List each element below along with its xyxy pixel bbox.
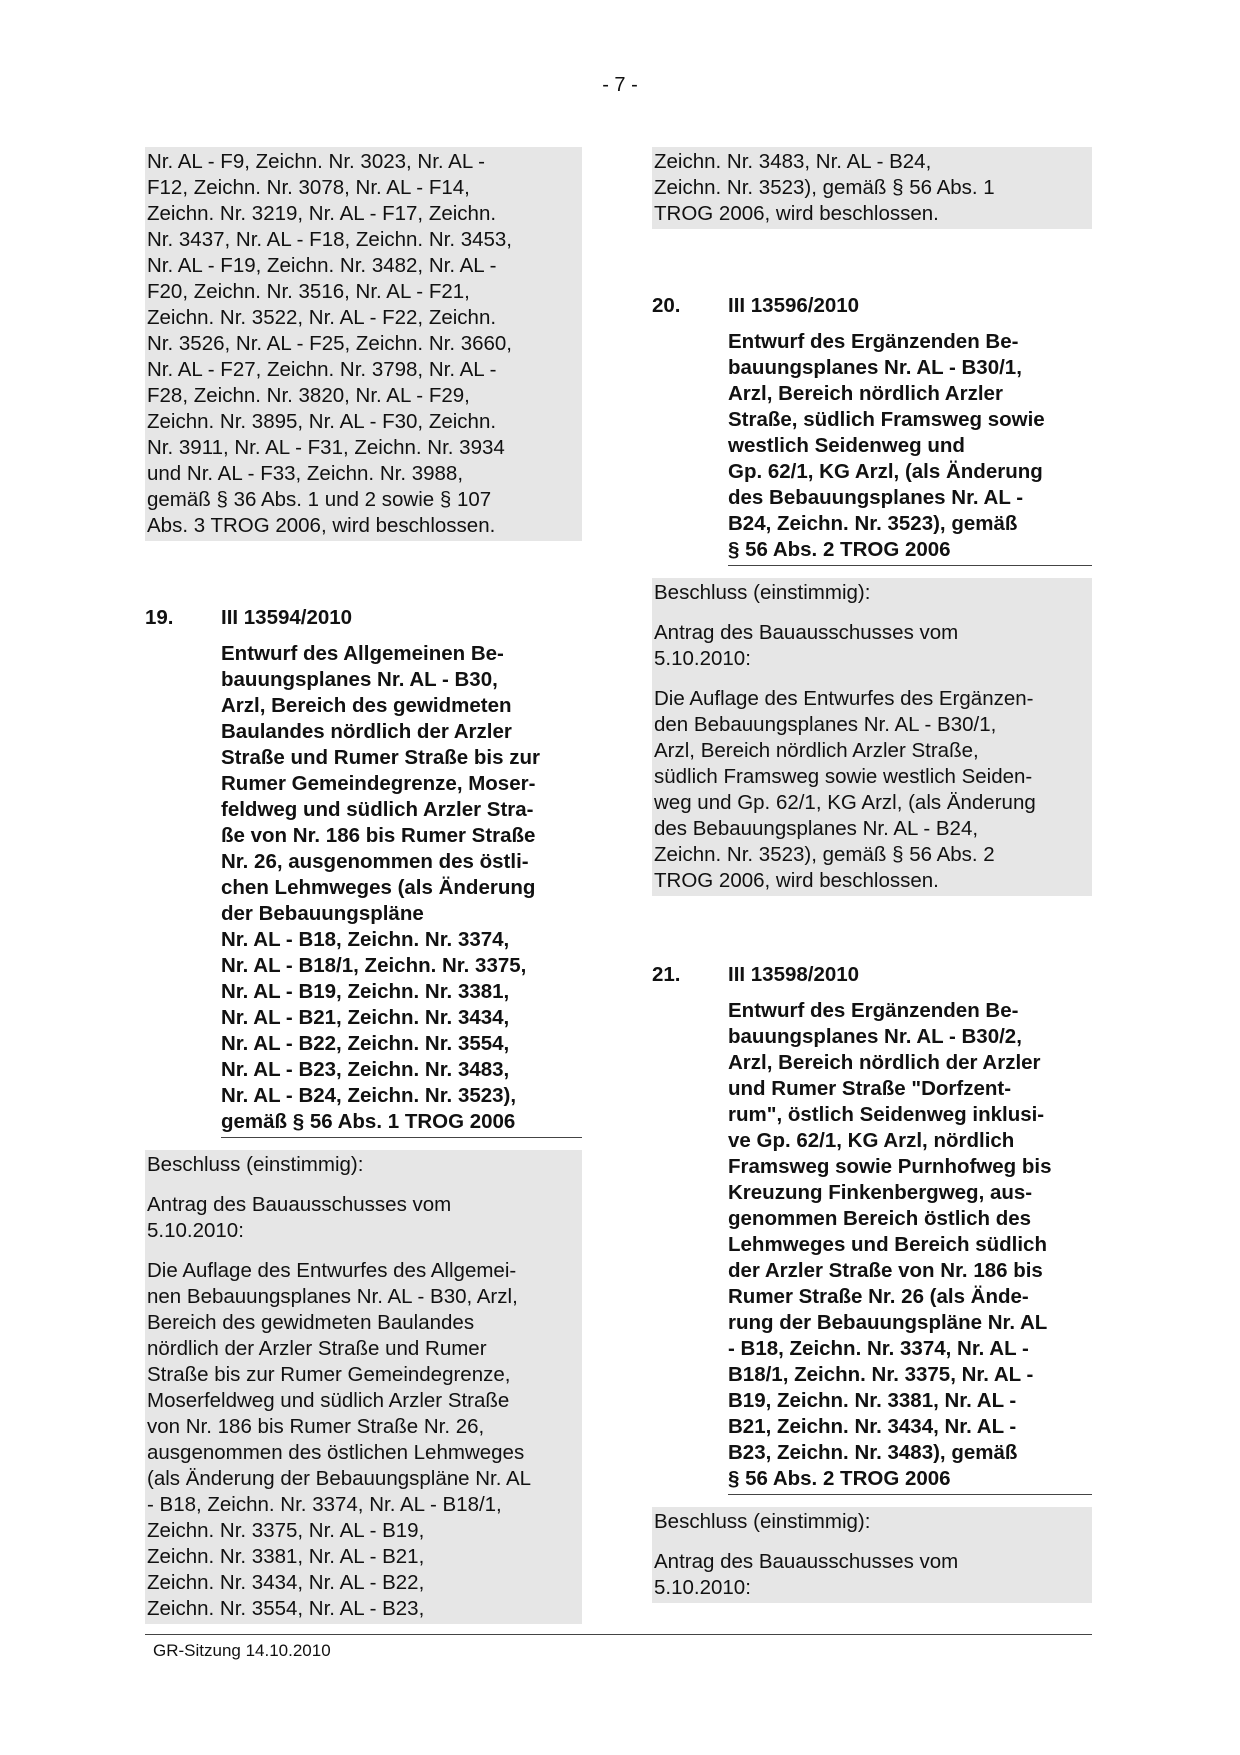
text-line: ße von Nr. 186 bis Rumer Straße <box>221 824 536 847</box>
page-number: - 7 - <box>602 74 638 96</box>
text-line: Zeichn. Nr. 3483, Nr. AL - B24, <box>654 150 932 173</box>
footer-divider <box>145 1634 1092 1635</box>
text-line: Zeichn. Nr. 3522, Nr. AL - F22, Zeichn. <box>147 306 497 329</box>
text-line: Arzl, Bereich nördlich Arzler <box>728 382 1003 405</box>
text-line: Entwurf des Ergänzenden Be- <box>728 999 1019 1022</box>
text-line: § 56 Abs. 2 TROG 2006 <box>728 1467 951 1490</box>
text-line: Nr. 26, ausgenommen des östli- <box>221 850 529 873</box>
motion-label <box>652 618 1092 674</box>
text-line: Nr. AL - F27, Zeichn. Nr. 3798, Nr. AL - <box>147 358 497 381</box>
text-line: Die Auflage des Entwurfes des Allgemei- <box>147 1259 517 1282</box>
text-line: Nr. 3911, Nr. AL - F31, Zeichn. Nr. 3934 <box>147 436 505 459</box>
agenda-item-title <box>221 631 582 1138</box>
text-line: Arzl, Bereich des gewidmeten <box>221 694 512 717</box>
text-line: Antrag des Bauausschusses vom <box>654 621 959 644</box>
agenda-item-number: 20. <box>652 294 681 317</box>
text-line: bauungsplanes Nr. AL - B30/1, <box>728 356 1022 379</box>
text-line: 5.10.2010: <box>147 1219 244 1242</box>
text-line: F12, Zeichn. Nr. 3078, Nr. AL - F14, <box>147 176 470 199</box>
agenda-item-reference: III 13596/2010 <box>728 294 860 317</box>
text-line: Gp. 62/1, KG Arzl, (als Änderung <box>728 460 1043 483</box>
agenda-item-title <box>728 988 1092 1495</box>
text-line: B23, Zeichn. Nr. 3483), gemäß <box>728 1441 1018 1464</box>
footer-session-date: GR-Sitzung 14.10.2010 <box>153 1641 331 1660</box>
text-line: B21, Zeichn. Nr. 3434, Nr. AL - <box>728 1415 1017 1438</box>
agenda-item-20 <box>652 293 1092 896</box>
text-line: B24, Zeichn. Nr. 3523), gemäß <box>728 512 1018 535</box>
text-line: Nr. 3437, Nr. AL - F18, Zeichn. Nr. 3453, <box>147 228 513 251</box>
text-line: gemäß § 56 Abs. 1 TROG 2006 <box>221 1110 516 1133</box>
text-line: Nr. AL - B22, Zeichn. Nr. 3554, <box>221 1032 510 1055</box>
text-line: Lehmweges und Bereich südlich <box>728 1233 1047 1256</box>
text-line: - B18, Zeichn. Nr. 3374, Nr. AL - <box>728 1337 1029 1360</box>
text-line: Bereich des gewidmeten Baulandes <box>147 1311 475 1334</box>
text-line: Arzl, Bereich nördlich der Arzler <box>728 1051 1041 1074</box>
text-line: Entwurf des Ergänzenden Be- <box>728 330 1019 353</box>
agenda-item-title <box>728 319 1092 566</box>
agenda-item-19 <box>145 605 582 1624</box>
text-line: der Bebauungspläne <box>221 902 424 925</box>
text-line: Arzl, Bereich nördlich Arzler Straße, <box>654 739 979 762</box>
text-line: ausgenommen des östlichen Lehmweges <box>147 1441 525 1464</box>
text-line: TROG 2006, wird beschlossen. <box>654 869 939 892</box>
resolution-label: Beschluss (einstimmig): <box>147 1153 364 1176</box>
text-line: des Bebauungsplanes Nr. AL - B24, <box>654 817 979 840</box>
carryover-paragraph-left <box>145 147 582 541</box>
text-line: Nr. AL - B21, Zeichn. Nr. 3434, <box>221 1006 510 1029</box>
text-line: Baulandes nördlich der Arzler <box>221 720 512 743</box>
text-line: Nr. AL - F19, Zeichn. Nr. 3482, Nr. AL - <box>147 254 497 277</box>
text-line: Entwurf des Allgemeinen Be- <box>221 642 504 665</box>
text-line: TROG 2006, wird beschlossen. <box>654 202 939 225</box>
text-line: Zeichn. Nr. 3895, Nr. AL - F30, Zeichn. <box>147 410 497 433</box>
text-line: 5.10.2010: <box>654 647 751 670</box>
text-line: chen Lehmweges (als Änderung <box>221 876 536 899</box>
text-line: Straße und Rumer Straße bis zur <box>221 746 540 769</box>
carryover-paragraph-right <box>652 147 1092 229</box>
text-line: den Bebauungsplanes Nr. AL - B30/1, <box>654 713 997 736</box>
agenda-item-21 <box>652 962 1092 1603</box>
text-line: Abs. 3 TROG 2006, wird beschlossen. <box>147 514 496 537</box>
text-line: und Rumer Straße "Dorfzent- <box>728 1077 1012 1100</box>
text-line: Zeichn. Nr. 3523), gemäß § 56 Abs. 1 <box>654 176 995 199</box>
motion-label <box>145 1190 582 1246</box>
text-line: ve Gp. 62/1, KG Arzl, nördlich <box>728 1129 1015 1152</box>
text-line: Zeichn. Nr. 3554, Nr. AL - B23, <box>147 1597 425 1620</box>
text-line: nördlich der Arzler Straße und Rumer <box>147 1337 487 1360</box>
text-line: westlich Seidenweg und <box>728 434 965 457</box>
text-line: Zeichn. Nr. 3434, Nr. AL - B22, <box>147 1571 425 1594</box>
text-line: (als Änderung der Bebauungspläne Nr. AL <box>147 1467 532 1490</box>
text-line: Straße bis zur Rumer Gemeindegrenze, <box>147 1363 511 1386</box>
text-line: Moserfeldweg und südlich Arzler Straße <box>147 1389 510 1412</box>
text-line: Nr. AL - B24, Zeichn. Nr. 3523), <box>221 1084 517 1107</box>
right-column <box>652 147 1092 1603</box>
text-line: F28, Zeichn. Nr. 3820, Nr. AL - F29, <box>147 384 470 407</box>
agenda-item-number: 21. <box>652 963 681 986</box>
text-line: südlich Framsweg sowie westlich Seiden- <box>654 765 1033 788</box>
text-line: Nr. AL - B23, Zeichn. Nr. 3483, <box>221 1058 510 1081</box>
text-line: B19, Zeichn. Nr. 3381, Nr. AL - <box>728 1389 1017 1412</box>
text-line: bauungsplanes Nr. AL - B30, <box>221 668 498 691</box>
text-line: rung der Bebauungspläne Nr. AL <box>728 1311 1048 1334</box>
text-line: Framsweg sowie Purnhofweg bis <box>728 1155 1052 1178</box>
text-line: F20, Zeichn. Nr. 3516, Nr. AL - F21, <box>147 280 470 303</box>
left-column <box>145 147 582 1624</box>
agenda-item-reference: III 13598/2010 <box>728 963 860 986</box>
text-line: 5.10.2010: <box>654 1576 751 1599</box>
text-line: Nr. AL - B18, Zeichn. Nr. 3374, <box>221 928 510 951</box>
text-line: und Nr. AL - F33, Zeichn. Nr. 3988, <box>147 462 464 485</box>
text-line: Nr. AL - B19, Zeichn. Nr. 3381, <box>221 980 510 1003</box>
text-line: bauungsplanes Nr. AL - B30/2, <box>728 1025 1022 1048</box>
text-line: Nr. 3526, Nr. AL - F25, Zeichn. Nr. 3660, <box>147 332 513 355</box>
text-line: genommen Bereich östlich des <box>728 1207 1032 1230</box>
text-line: Die Auflage des Entwurfes des Ergänzen- <box>654 687 1034 710</box>
text-line: - B18, Zeichn. Nr. 3374, Nr. AL - B18/1, <box>147 1493 502 1516</box>
text-line: der Arzler Straße von Nr. 186 bis <box>728 1259 1043 1282</box>
text-line: rum", östlich Seidenweg inklusi- <box>728 1103 1045 1126</box>
text-line: gemäß § 36 Abs. 1 und 2 sowie § 107 <box>147 488 492 511</box>
resolution-label: Beschluss (einstimmig): <box>654 581 871 604</box>
text-line: Rumer Straße Nr. 26 (als Ände- <box>728 1285 1029 1308</box>
motion-label <box>652 1547 1092 1603</box>
text-line: Straße, südlich Framsweg sowie <box>728 408 1045 431</box>
text-line: Kreuzung Finkenbergweg, aus- <box>728 1181 1033 1204</box>
text-line: § 56 Abs. 2 TROG 2006 <box>728 538 951 561</box>
text-line: Antrag des Bauausschusses vom <box>147 1193 452 1216</box>
text-line: nen Bebauungsplanes Nr. AL - B30, Arzl, <box>147 1285 518 1308</box>
text-line: Zeichn. Nr. 3219, Nr. AL - F17, Zeichn. <box>147 202 497 225</box>
text-line: Nr. AL - B18/1, Zeichn. Nr. 3375, <box>221 954 527 977</box>
text-line: Rumer Gemeindegrenze, Moser- <box>221 772 536 795</box>
text-line: Zeichn. Nr. 3381, Nr. AL - B21, <box>147 1545 425 1568</box>
agenda-item-number: 19. <box>145 606 174 629</box>
text-line: Nr. AL - F9, Zeichn. Nr. 3023, Nr. AL - <box>147 150 486 173</box>
text-line: Zeichn. Nr. 3375, Nr. AL - B19, <box>147 1519 425 1542</box>
resolution-label: Beschluss (einstimmig): <box>654 1510 871 1533</box>
text-line: Zeichn. Nr. 3523), gemäß § 56 Abs. 2 <box>654 843 995 866</box>
text-line: weg und Gp. 62/1, KG Arzl, (als Änderung <box>654 791 1036 814</box>
agenda-item-reference: III 13594/2010 <box>221 606 353 629</box>
text-line: feldweg und südlich Arzler Stra- <box>221 798 534 821</box>
text-line: von Nr. 186 bis Rumer Straße Nr. 26, <box>147 1415 485 1438</box>
resolution-text <box>145 1256 582 1624</box>
resolution-text <box>652 684 1092 896</box>
text-line: B18/1, Zeichn. Nr. 3375, Nr. AL - <box>728 1363 1034 1386</box>
text-line: des Bebauungsplanes Nr. AL - <box>728 486 1024 509</box>
text-line: Antrag des Bauausschusses vom <box>654 1550 959 1573</box>
